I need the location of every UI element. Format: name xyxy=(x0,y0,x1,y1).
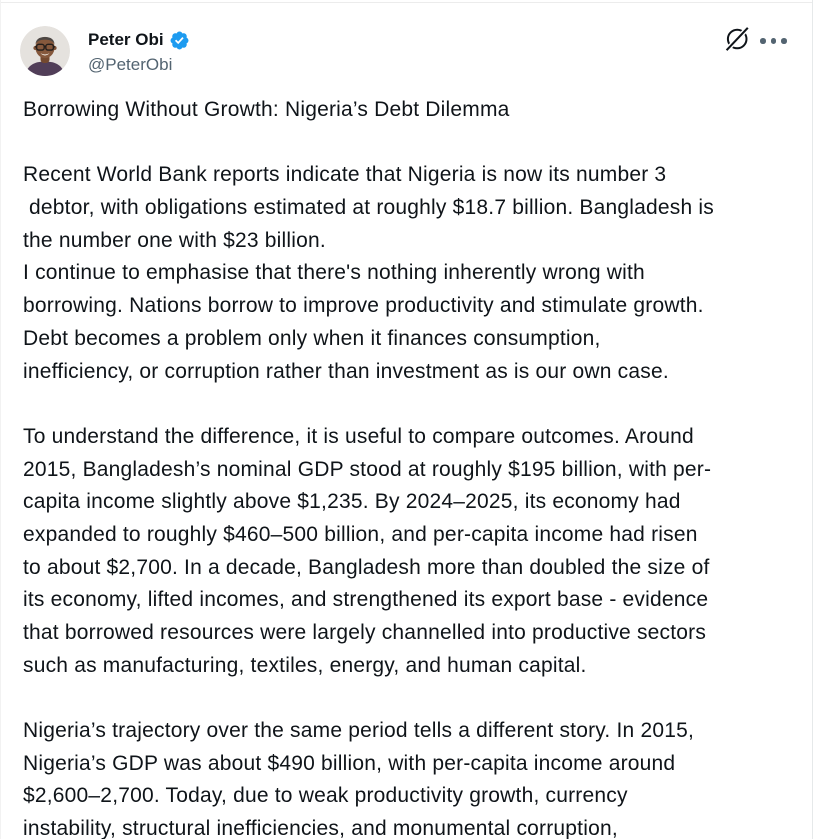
display-name[interactable]: Peter Obi xyxy=(88,30,164,49)
tweet-text-line: 2015, Bangladesh’s nominal GDP stood at roughly $195 billion, with per- xyxy=(23,457,712,481)
tweet-text-line: capita income slightly above $1,235. By 2024–2025, its economy had xyxy=(23,490,681,514)
tweet-text-line xyxy=(23,682,805,715)
avatar[interactable] xyxy=(20,26,70,76)
tweet-text-line: To understand the difference, it is useful to compare outcomes. Around xyxy=(23,424,694,448)
tweet-text-line: the number one with $23 billion. xyxy=(23,228,326,252)
right-column-border xyxy=(812,0,813,839)
tweet-text-line xyxy=(23,388,805,421)
tweet-text-line: Borrowing Without Growth: Nigeria’s Debt Dilemma xyxy=(23,98,510,121)
tweet-text-line: Debt becomes a problem only when it finances consumption, xyxy=(23,326,601,350)
tweet-text-line: Recent World Bank reports indicate that Nigeria is now its number 3 xyxy=(23,163,667,187)
ellipsis-icon xyxy=(781,38,787,44)
tweet-text-line: inefficiency, or corruption rather than investment as is our own case. xyxy=(23,359,669,383)
profile-photo-icon xyxy=(20,26,70,76)
tweet-text-line: Nigeria’s trajectory over the same period tells a different story. In 2015, xyxy=(23,719,694,743)
tweet-text-line: $2,600–2,700. Today, due to weak productivity growth, currency xyxy=(23,784,628,808)
grok-icon xyxy=(722,24,752,54)
tweet-text-line: I continue to emphasise that there's nothing inherently wrong with xyxy=(23,261,645,285)
tweet-text-line: that borrowed resources were largely channelled into productive sectors xyxy=(23,621,707,644)
tweet-text-line: expanded to roughly $460–500 billion, and per-capita income had risen xyxy=(23,522,698,546)
tweet-text-line: such as manufacturing, textiles, energy, and human capital. xyxy=(23,653,587,677)
left-column-border xyxy=(0,0,1,839)
user-name-row xyxy=(88,28,190,52)
tweet-text xyxy=(23,94,805,839)
tweet-text-line: to about $2,700. In a decade, Bangladesh more than doubled the size of xyxy=(23,555,710,579)
top-divider xyxy=(0,2,813,3)
ellipsis-icon xyxy=(771,38,777,44)
ellipsis-icon xyxy=(760,38,766,44)
more-options-button[interactable] xyxy=(760,38,787,44)
user-handle[interactable]: @PeterObi xyxy=(88,55,173,74)
verified-badge-icon xyxy=(169,30,190,51)
tweet-text-line: Nigeria’s GDP was about $490 billion, with per-capita income around xyxy=(23,751,676,775)
tweet-text-line: its economy, lifted incomes, and strengthened its export base - evidence xyxy=(23,588,709,612)
tweet-text-line xyxy=(23,127,805,160)
tweet-text-line: borrowing. Nations borrow to improve productivity and stimulate growth. xyxy=(23,294,704,318)
tweet-text-line: instability, structural inefficiencies, and monumental corruption, xyxy=(23,817,618,839)
tweet-text-line: debtor, with obligations estimated at roughly $18.7 billion. Bangladesh is xyxy=(23,196,714,220)
grok-actions-button[interactable] xyxy=(722,24,752,54)
